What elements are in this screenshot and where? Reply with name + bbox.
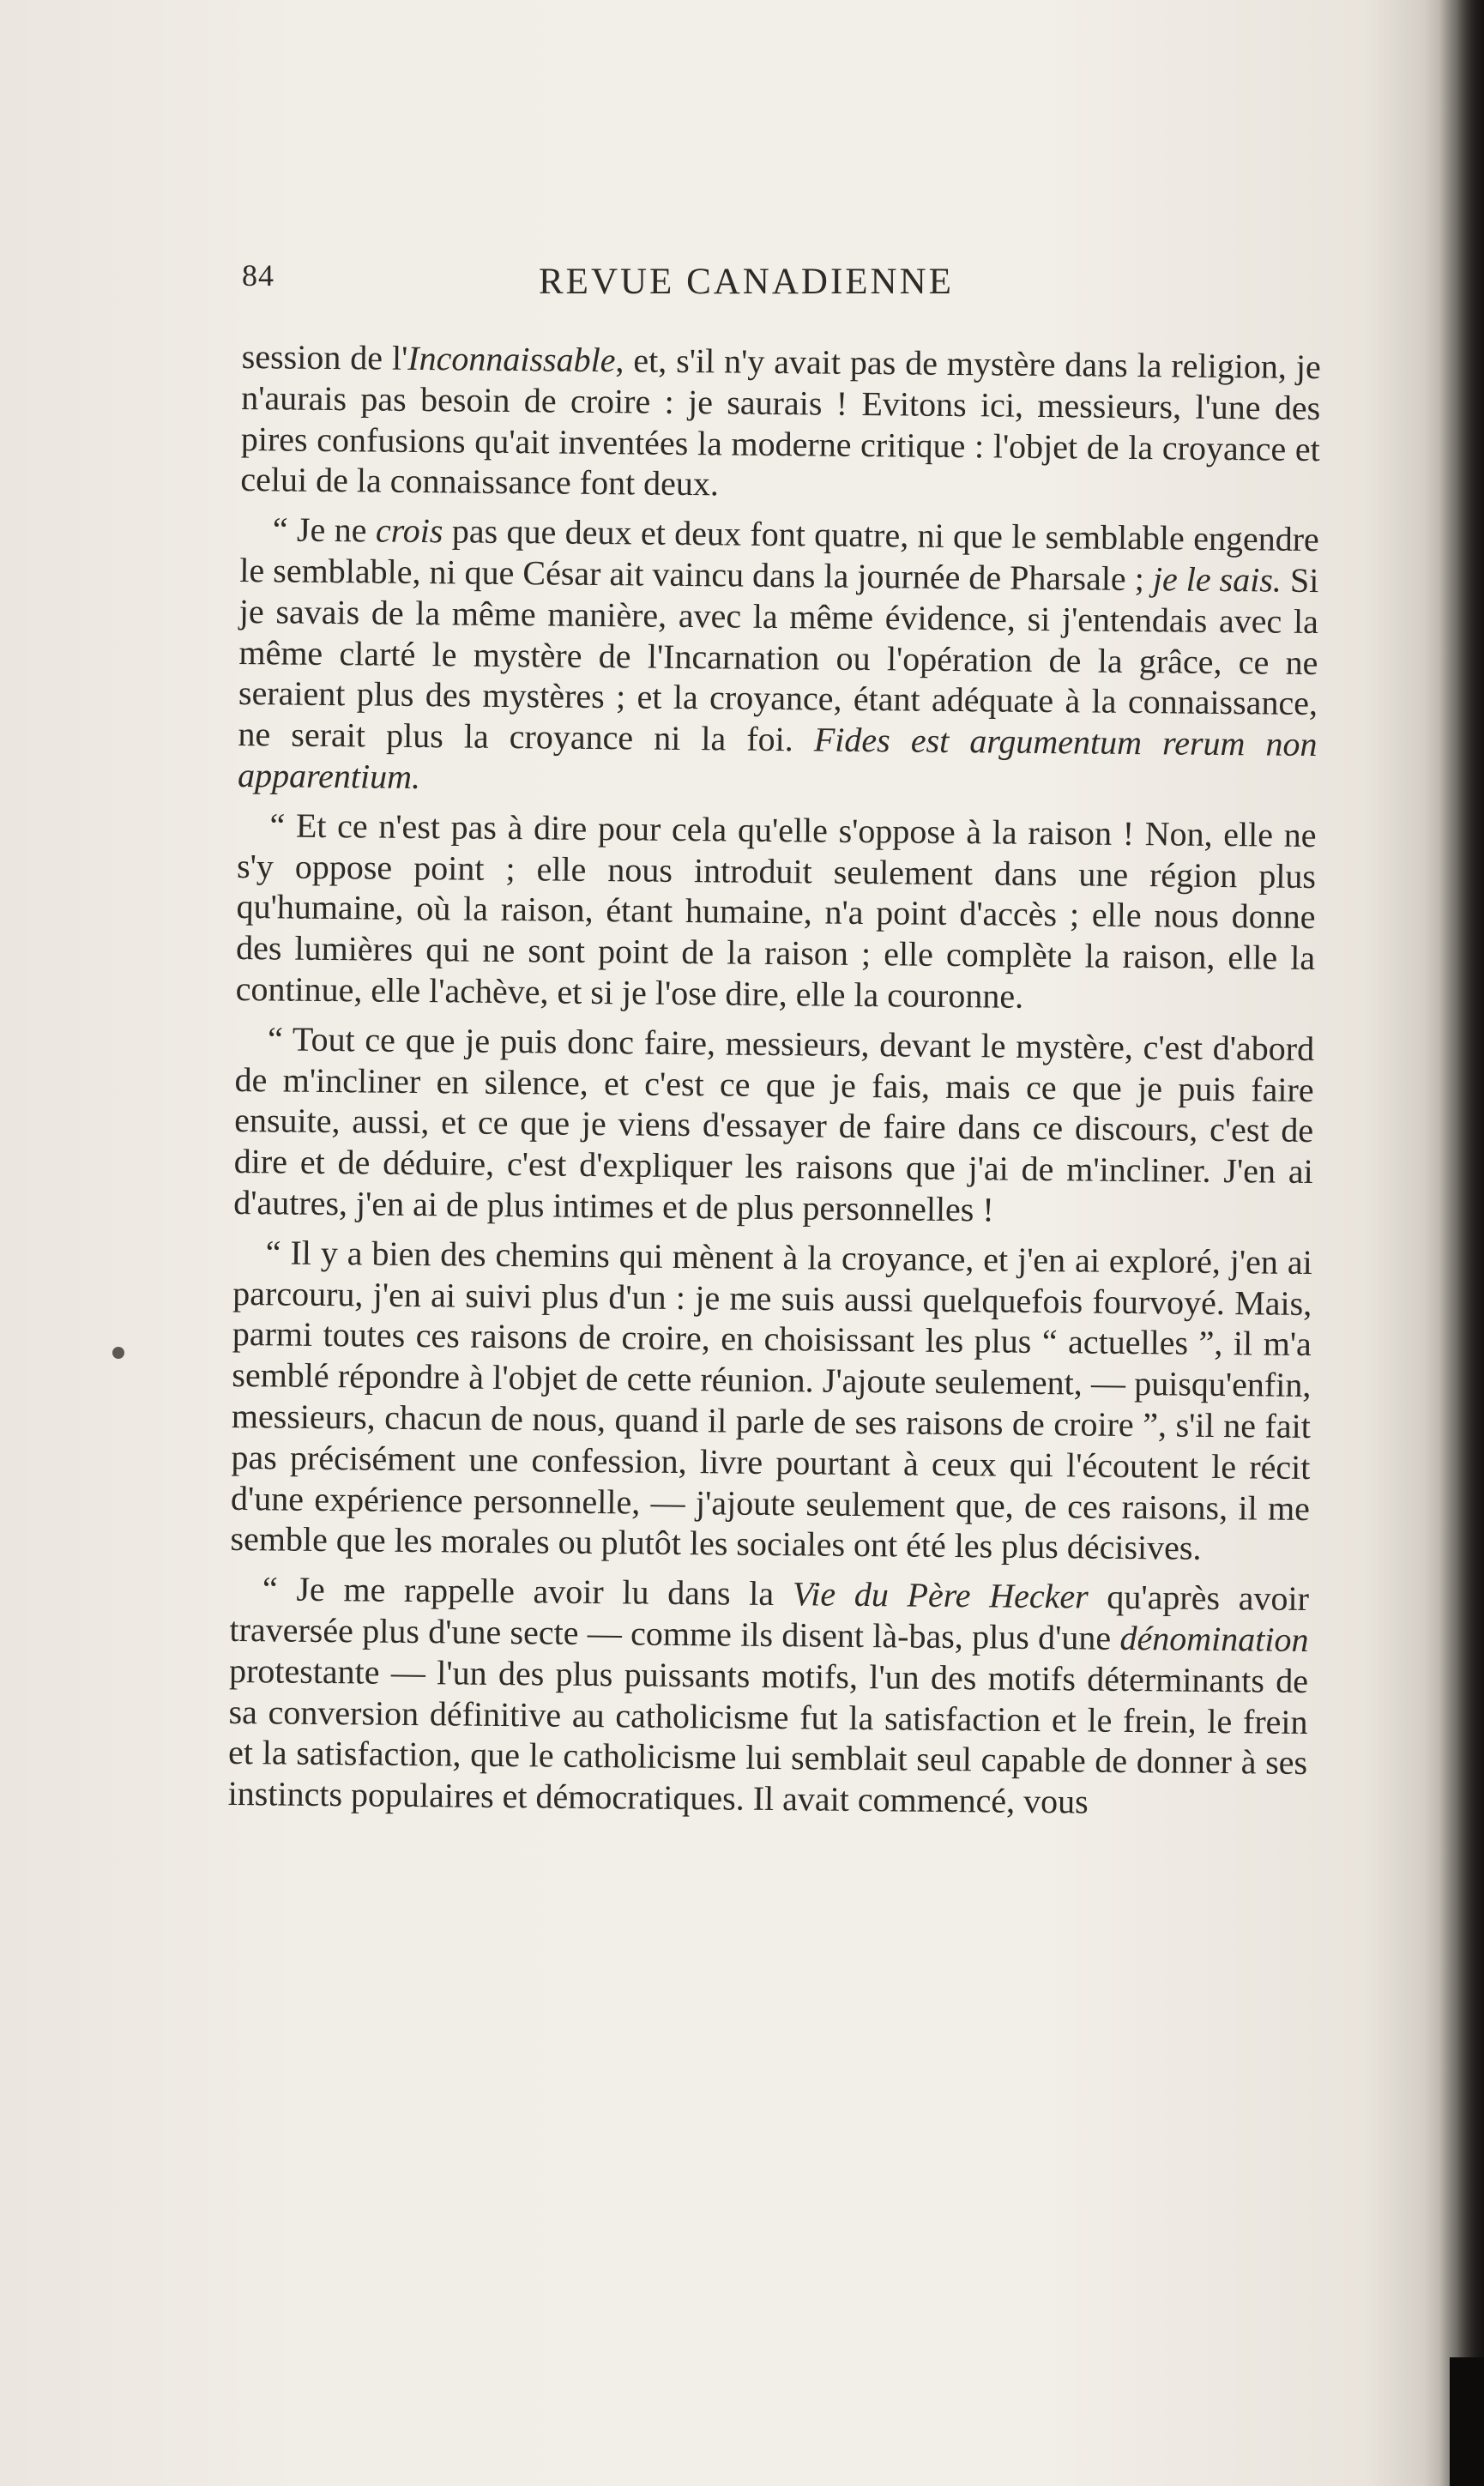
running-head: REVUE CANADIENNE bbox=[539, 262, 954, 302]
text-run: protestante — l'un des plus puissants motifs, l'un des motifs déterminants de sa conversion définitive au catholicisme fut la satisfaction et le frein, le frein et la satisfaction, que le catholicisme lui semblait seul capable de donner à ses instincts populaires et démocratiques. Il avait commencé, vous bbox=[227, 1650, 1309, 1821]
text-run: Si je savais de la même manière, avec la même évidence, si j'entendais avec la même clarté le mystère de l'Incarnation ou l'opération de la grâce, ce ne seraient plus des mystères ; et la croyance, étant adéquate à la connaissance, ne serait plus la croyance ni la foi. bbox=[238, 560, 1319, 759]
paragraph bbox=[238, 509, 1319, 806]
paragraph bbox=[227, 1568, 1309, 1825]
text-run: “ Je me rappelle avoir lu dans la bbox=[262, 1569, 793, 1614]
body-text bbox=[227, 336, 1320, 1825]
page-header bbox=[242, 257, 1005, 309]
text-run: , et, s'il n'y avait pas de mystère dans la religion, je n'aurais pas besoin de croire : je saurais ! Evitons ici, messieurs, l'une des pires confusions qu'ait inventées la moderne critique : l'objet de la croyance et celui de la connaissance font deux. bbox=[240, 341, 1321, 504]
italic-text: je le sais. bbox=[1152, 559, 1282, 600]
italic-text: crois bbox=[375, 510, 443, 551]
text-run: session de l' bbox=[241, 336, 408, 377]
text-run: qu'après avoir traversée plus d'une secte — comme ils disent là-bas, plus d'une bbox=[229, 1577, 1310, 1657]
paragraph bbox=[233, 1018, 1314, 1234]
italic-text: Inconnaissable bbox=[407, 338, 616, 380]
book-binding-shadow bbox=[1424, 0, 1484, 2486]
text-run: “ Et ce n'est pas à dire pour cela qu'elle s'oppose à la raison ! Non, elle ne s'y oppose point ; elle nous introduit seulement dans une région plus qu'humaine, où la raison, étant humaine, n'a point d'accès ; elle nous donne des lumières qui ne sont point de la raison ; elle complète la raison, elle la continue, elle l'achève, et si je l'ose dire, elle la couronne. bbox=[235, 806, 1317, 1016]
italic-text: Vie du Père Hecker bbox=[792, 1574, 1089, 1616]
paragraph bbox=[230, 1232, 1312, 1570]
text-run: pas que deux et deux font quatre, ni que le semblable engendre le semblable, ni que César ait vaincu dans la journée de Pharsale ; bbox=[239, 511, 1320, 599]
text-run: “ Je ne bbox=[272, 510, 377, 550]
paragraph bbox=[235, 805, 1316, 1020]
text-run: “ Tout ce que je puis donc faire, messieurs, devant le mystère, c'est d'abord de m'incliner en silence, et c'est ce que je fais, mais ce que je puis faire ensuite, aussi, et ce que je viens d'essayer de faire dans ce discours, c'est de dire et de déduire, c'est d'expliquer les raisons que j'ai de m'incliner. J'en ai d'autres, j'en ai de plus intimes et de plus personnelles ! bbox=[233, 1019, 1315, 1229]
italic-text: dénomination bbox=[1119, 1618, 1309, 1659]
paragraph bbox=[240, 336, 1321, 510]
text-run: “ Il y a bien des chemins qui mènent à la croyance, et j'en ai exploré, j'en ai parcouru, j'en ai suivi plus d'un : je me suis aussi quelquefois fourvoyé. Mais, parmi toutes ces raisons de croire, en choisissant les plus “ actuelles ”, il m'a semblé répondre à l'objet de cette réunion. J'ajoute seulement, — puisqu'enfin, messieurs, chacun de nous, quand il parle de ses raisons de croire ”, s'il ne fait pas précisément une confession, livre pourtant à ceux qui l'écoutent le récit d'une expérience personnelle, — j'ajoute seulement que, de ces raisons, il me semble que les morales ou plutôt les sociales ont été les plus décisives. bbox=[230, 1233, 1312, 1568]
page-number: 84 bbox=[242, 258, 274, 293]
scan-edge-dark-corner bbox=[1450, 2357, 1484, 2486]
paper-speck bbox=[112, 1347, 124, 1359]
italic-text: Fides est argumentum rerum non apparentium. bbox=[237, 720, 1318, 796]
